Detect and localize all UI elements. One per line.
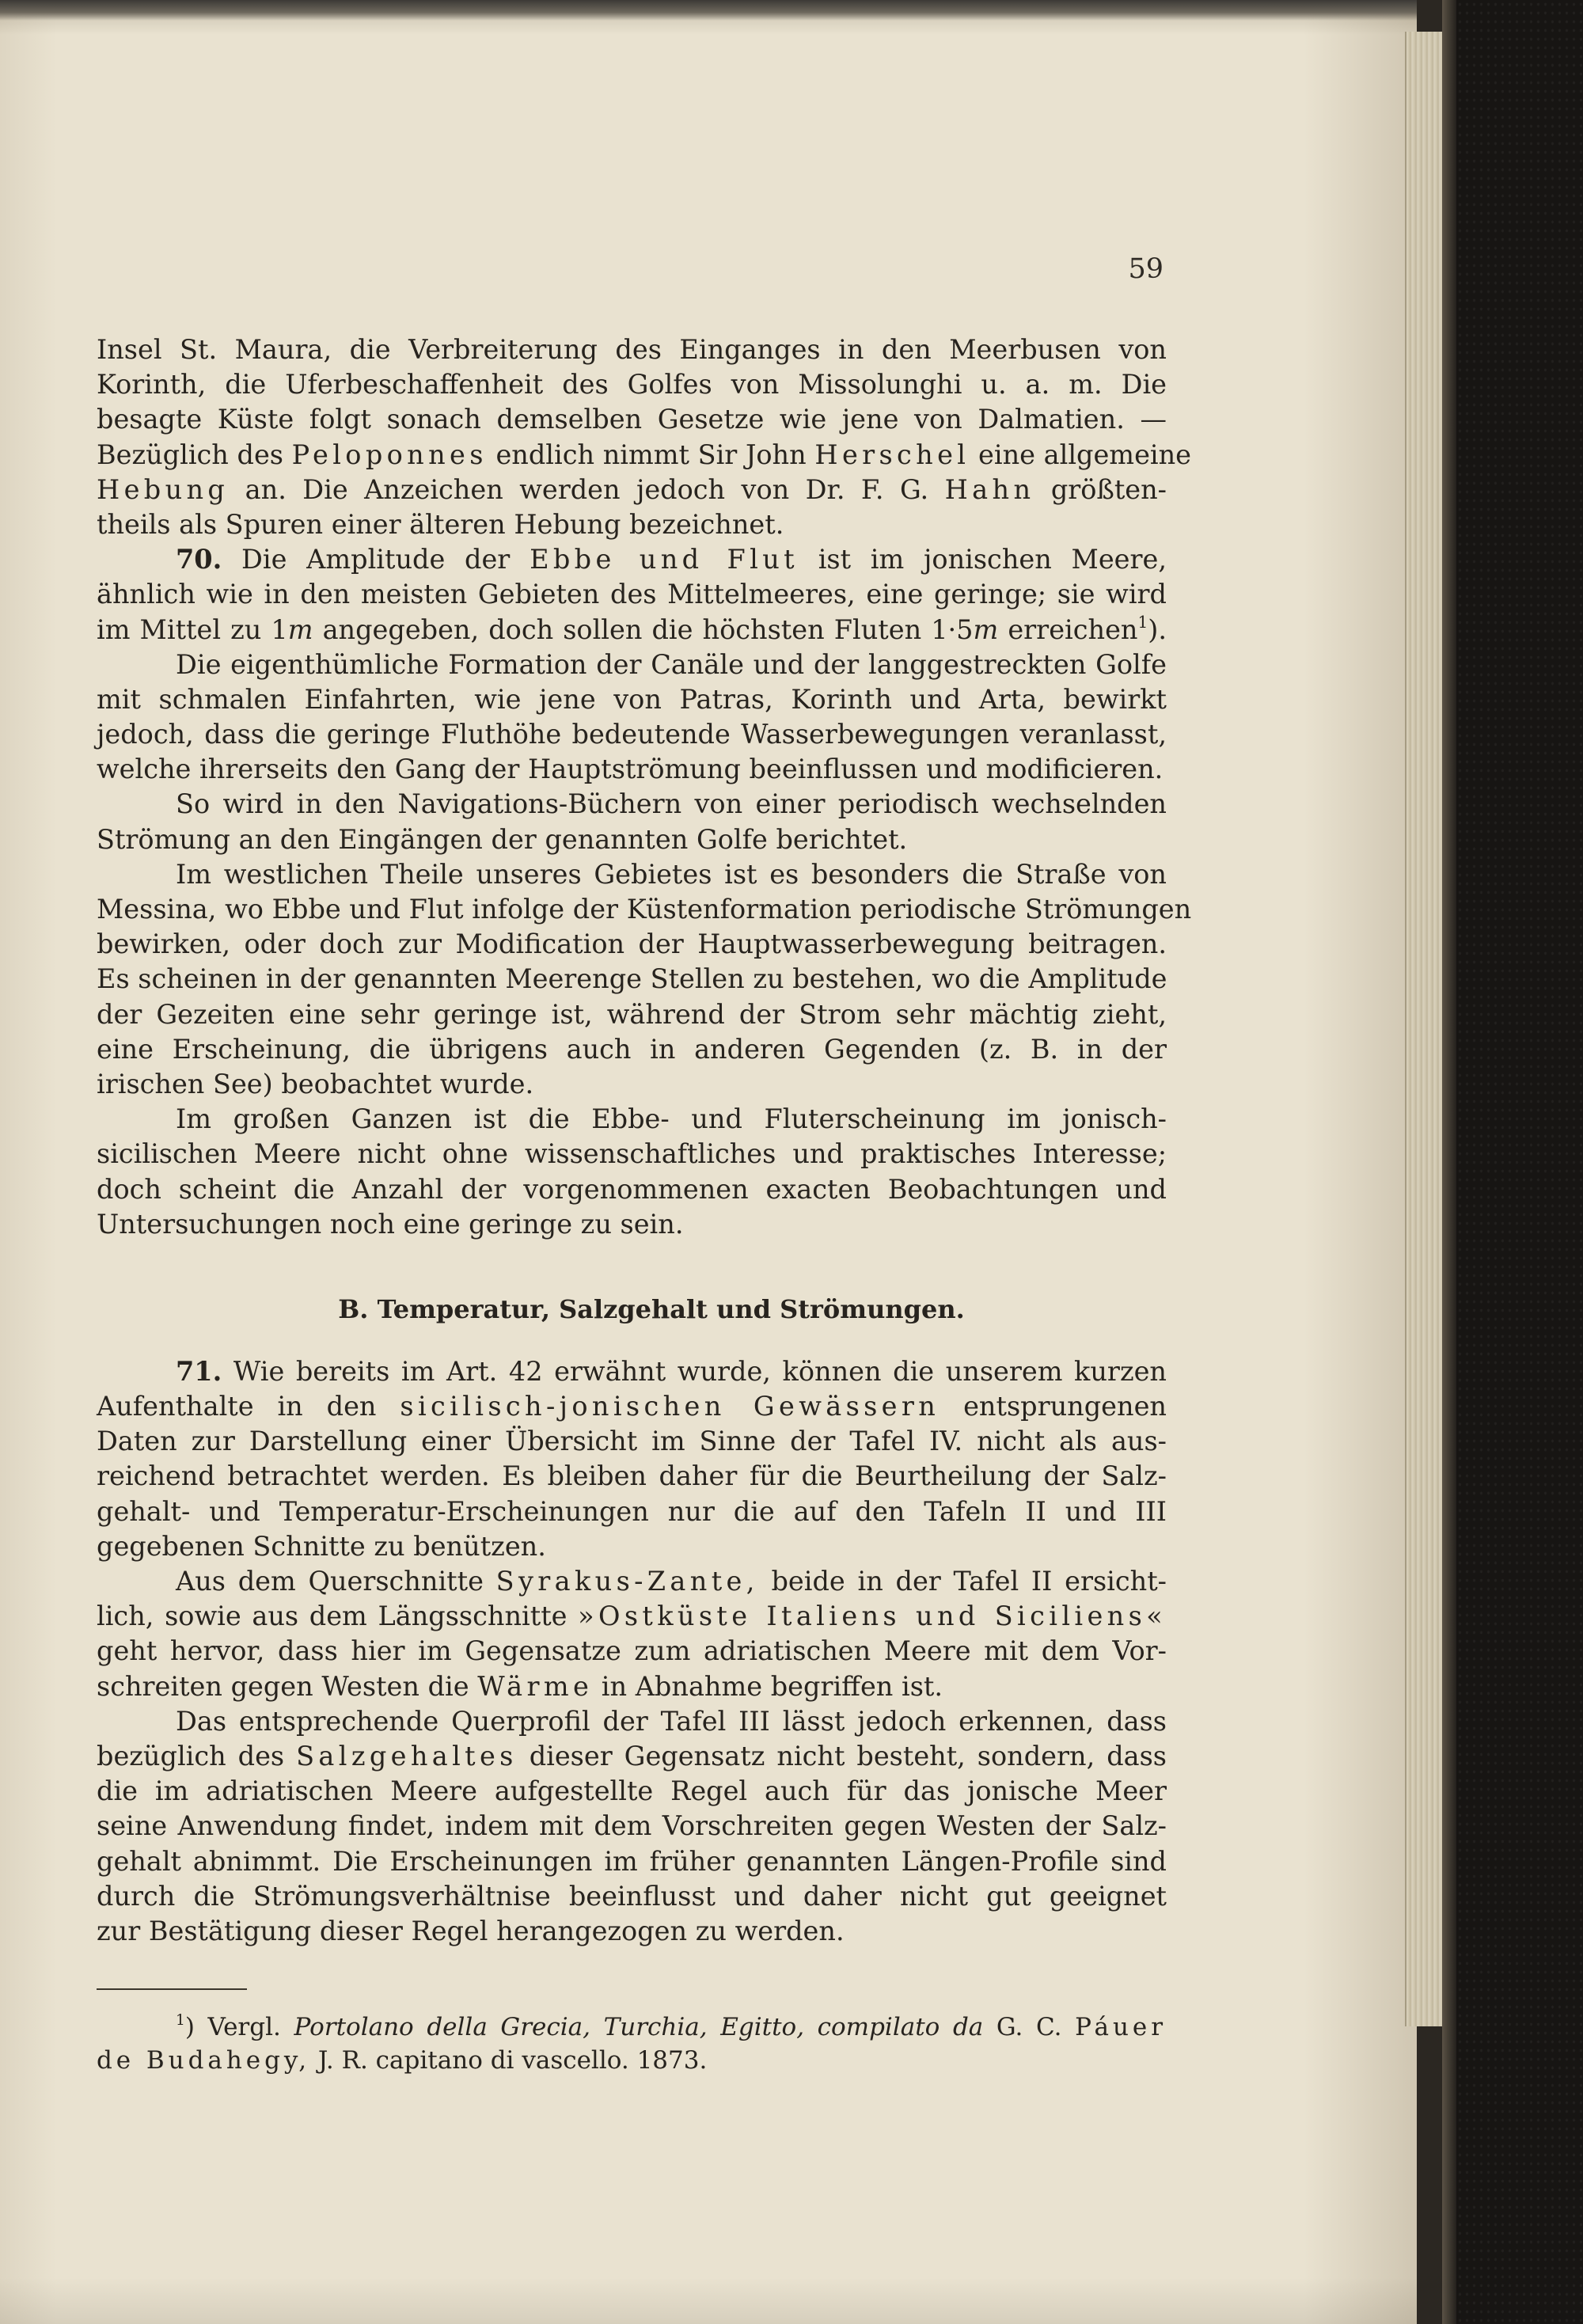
book-cover-edge	[1442, 0, 1456, 2324]
footnote	[97, 2011, 1167, 2077]
spaced-name-herschel: Herschel	[814, 439, 970, 470]
text-line: Strömung an den Eingängen der genannten Golfe berichtet.	[97, 823, 908, 855]
text-run: bezüglich des	[97, 1740, 285, 1771]
text-run: Aus dem Querschnitte	[176, 1566, 484, 1597]
footnote-title: Portolano della Grecia, Turchia, Egitto, compilato da	[294, 2013, 984, 2041]
text-run: Bezüglich des	[97, 439, 283, 470]
spaced-term-hebung: Hebung	[97, 473, 230, 505]
spacer	[97, 1242, 1167, 1289]
text-line: Daten zur Darstellung einer Übersicht im Sinne der Tafel IV. nicht als aus-	[97, 1426, 1167, 1457]
spaced-name-hahn: Hahn	[944, 473, 1035, 505]
spaced-name-pauer: Páuer	[1075, 2013, 1167, 2041]
text-line: durch die Strömungsverhältnise beeinflusst und daher nicht gut geeignet	[97, 1880, 1167, 1912]
text-run: endlich nimmt Sir John	[495, 439, 807, 470]
text-line: der Gezeiten eine sehr geringe ist, während der Strom sehr mächtig zieht,	[97, 998, 1167, 1030]
spaced-term-ebbe-und-flut: Ebbe und Flut	[530, 544, 799, 575]
footnote-ref: 1	[1137, 612, 1148, 632]
text-line	[97, 438, 1192, 473]
text-line: Die eigenthümliche Formation der Canäle und der langgestreckten Golfe	[176, 648, 1167, 680]
text-line: die im adriatischen Meere aufgestellte Regel auch für das jonische Meer	[97, 1775, 1167, 1807]
text-run: Die Amplitude der	[241, 544, 511, 575]
text-line: seine Anwendung findet, indem mit dem Vorschreiten gegen Westen der Salz-	[97, 1810, 1167, 1842]
text-line: reichend betrachtet werden. Es bleiben daher für die Beurtheilung der Salz-	[97, 1460, 1167, 1492]
text-line	[97, 613, 1167, 647]
text-line	[97, 1389, 1167, 1424]
text-line: doch scheint die Anzahl der vorgenommenen exacten Beobachtungen und	[97, 1173, 1167, 1205]
text-line: Es scheinen in der genannten Meerenge Stellen zu bestehen, wo die Amplitude	[97, 963, 1167, 995]
text-line	[97, 1354, 1167, 1389]
text-run: an. Die Anzeichen werden jedoch von Dr. F. G.	[245, 473, 929, 505]
text-line	[97, 1739, 1167, 1774]
section-heading: B. Temperatur, Salzgehalt und Strömungen.	[338, 1293, 965, 1324]
text-line	[97, 473, 1167, 507]
text-line: gehalt abnimmt. Die Erscheinungen im früher genannten Längen-Profile sind	[97, 1845, 1167, 1877]
text-line: geht hervor, dass hier im Gegensatze zum adriatischen Meere mit dem Vor-	[97, 1635, 1167, 1667]
footnote-line	[97, 2011, 1167, 2044]
text-line: ähnlich wie in den meisten Gebieten des Mittelmeeres, eine geringe; sie wird	[97, 579, 1167, 610]
page-top-shadow	[0, 0, 1417, 21]
text-line: So wird in den Navigations-Büchern von einer periodisch wechselnden	[176, 788, 1167, 820]
text-line: sicilischen Meere nicht ohne wissenschaftliches und praktisches Interesse;	[97, 1138, 1167, 1170]
text-line: Im großen Ganzen ist die Ebbe- und Fluterscheinung im jonisch-	[176, 1103, 1167, 1135]
text-run: eine allgemeine	[978, 439, 1192, 470]
spaced-term-gewaesser: sicilisch-jonischen Gewässern	[400, 1391, 940, 1422]
page-number: 59	[1128, 253, 1164, 285]
text-run: schreiten gegen Westen die	[97, 1670, 469, 1702]
book-page-edges	[1405, 32, 1442, 2026]
spaced-term-waerme: Wärme	[477, 1670, 594, 1702]
text-run: angegeben, doch sollen die höchsten Fluten 1·5	[322, 613, 974, 645]
text-run: entsprungenen	[963, 1391, 1167, 1422]
text-run: G. C.	[996, 2013, 1062, 2041]
text-line	[97, 1564, 1167, 1599]
text-run: lich, sowie aus dem Längsschnitte	[97, 1601, 568, 1632]
text-line: Im westlichen Theile unseres Gebietes ist es besonders die Straße von	[176, 858, 1167, 890]
text-run: Wie bereits im Art. 42 erwähnt wurde, können die unserem kurzen	[233, 1355, 1167, 1387]
spaced-name-budahegy: de Budahegy,	[97, 2046, 311, 2075]
text-run: beide in der Tafel II ersicht-	[771, 1566, 1167, 1597]
text-run: größten-	[1050, 473, 1167, 505]
text-line: besagte Küste folgt sonach demselben Gesetze wie jene von Dalmatien. —	[97, 404, 1167, 435]
text-line: Insel St. Maura, die Verbreiterung des Einganges in den Meerbusen von	[97, 334, 1167, 365]
text-line	[97, 542, 1167, 577]
article-number-70: 70.	[176, 544, 222, 575]
text-line: gegebenen Schnitte zu benützen.	[97, 1530, 546, 1562]
text-run: J. R. capitano di vascello. 1873.	[317, 2046, 708, 2075]
text-line: Korinth, die Uferbeschaffenheit des Golfes von Missolunghi u. a. m. Die	[97, 369, 1167, 401]
unit-m: m	[287, 613, 313, 645]
footnote-mark: 1	[176, 2011, 185, 2029]
text-run: ) Vergl.	[184, 2013, 281, 2041]
article-number-71: 71.	[176, 1355, 222, 1387]
text-line: eine Erscheinung, die übrigens auch in anderen Gegenden (z. B. in der	[97, 1033, 1167, 1065]
spaced-term-peloponnes: Peloponnes	[291, 439, 488, 470]
text-run: in Abnahme begriffen ist.	[601, 1670, 943, 1702]
text-line: gehalt- und Temperatur-Erscheinungen nur die auf den Tafeln II und III	[97, 1495, 1167, 1527]
text-line: theils als Spuren einer älteren Hebung bezeichnet.	[97, 508, 784, 540]
text-run: dieser Gegensatz nicht besteht, sondern, dass	[529, 1740, 1167, 1771]
text-run: im Mittel zu 1	[97, 613, 288, 645]
text-line: jedoch, dass die geringe Fluthöhe bedeutende Wasserbewegungen veranlasst,	[97, 719, 1167, 750]
spacer	[97, 1337, 1167, 1354]
spaced-term-salzgehalt: Salzgehaltes	[296, 1740, 518, 1771]
text-line: mit schmalen Einfahrten, wie jene von Patras, Korinth und Arta, bewirkt	[97, 683, 1167, 715]
text-run: ist im jonischen Meere,	[818, 544, 1167, 575]
text-line: bewirken, oder doch zur Modification der Hauptwasserbewegung beitragen.	[97, 928, 1167, 960]
text-run: ).	[1148, 613, 1167, 645]
spaced-term-ostkueste: »Ostküste Italiens und Siciliens«	[578, 1601, 1167, 1632]
book-cover	[1442, 0, 1583, 2324]
text-line	[97, 1669, 1167, 1704]
footnote-line	[97, 2044, 1167, 2077]
text-run: erreichen	[1008, 613, 1138, 645]
text-line: irischen See) beobachtet wurde.	[97, 1068, 534, 1099]
text-run: Aufenthalte in den	[97, 1391, 377, 1422]
text-line	[97, 1599, 1167, 1634]
footnote-separator	[97, 1988, 247, 1990]
main-text	[97, 332, 1192, 1949]
text-line: zur Bestätigung dieser Regel herangezogen zu werden.	[97, 1915, 845, 1946]
spaced-term-syrakus-zante: Syrakus-Zante,	[495, 1566, 759, 1597]
unit-m: m	[973, 613, 999, 645]
text-line: Messina, wo Ebbe und Flut infolge der Küstenformation periodische Strömungen	[97, 894, 1192, 925]
text-line: Das entsprechende Querprofil der Tafel III lässt jedoch erkennen, dass	[176, 1705, 1167, 1737]
text-line: Untersuchungen noch eine geringe zu sein.	[97, 1208, 684, 1240]
text-line: welche ihrerseits den Gang der Hauptströmung beeinflussen und modificieren.	[97, 754, 1164, 785]
